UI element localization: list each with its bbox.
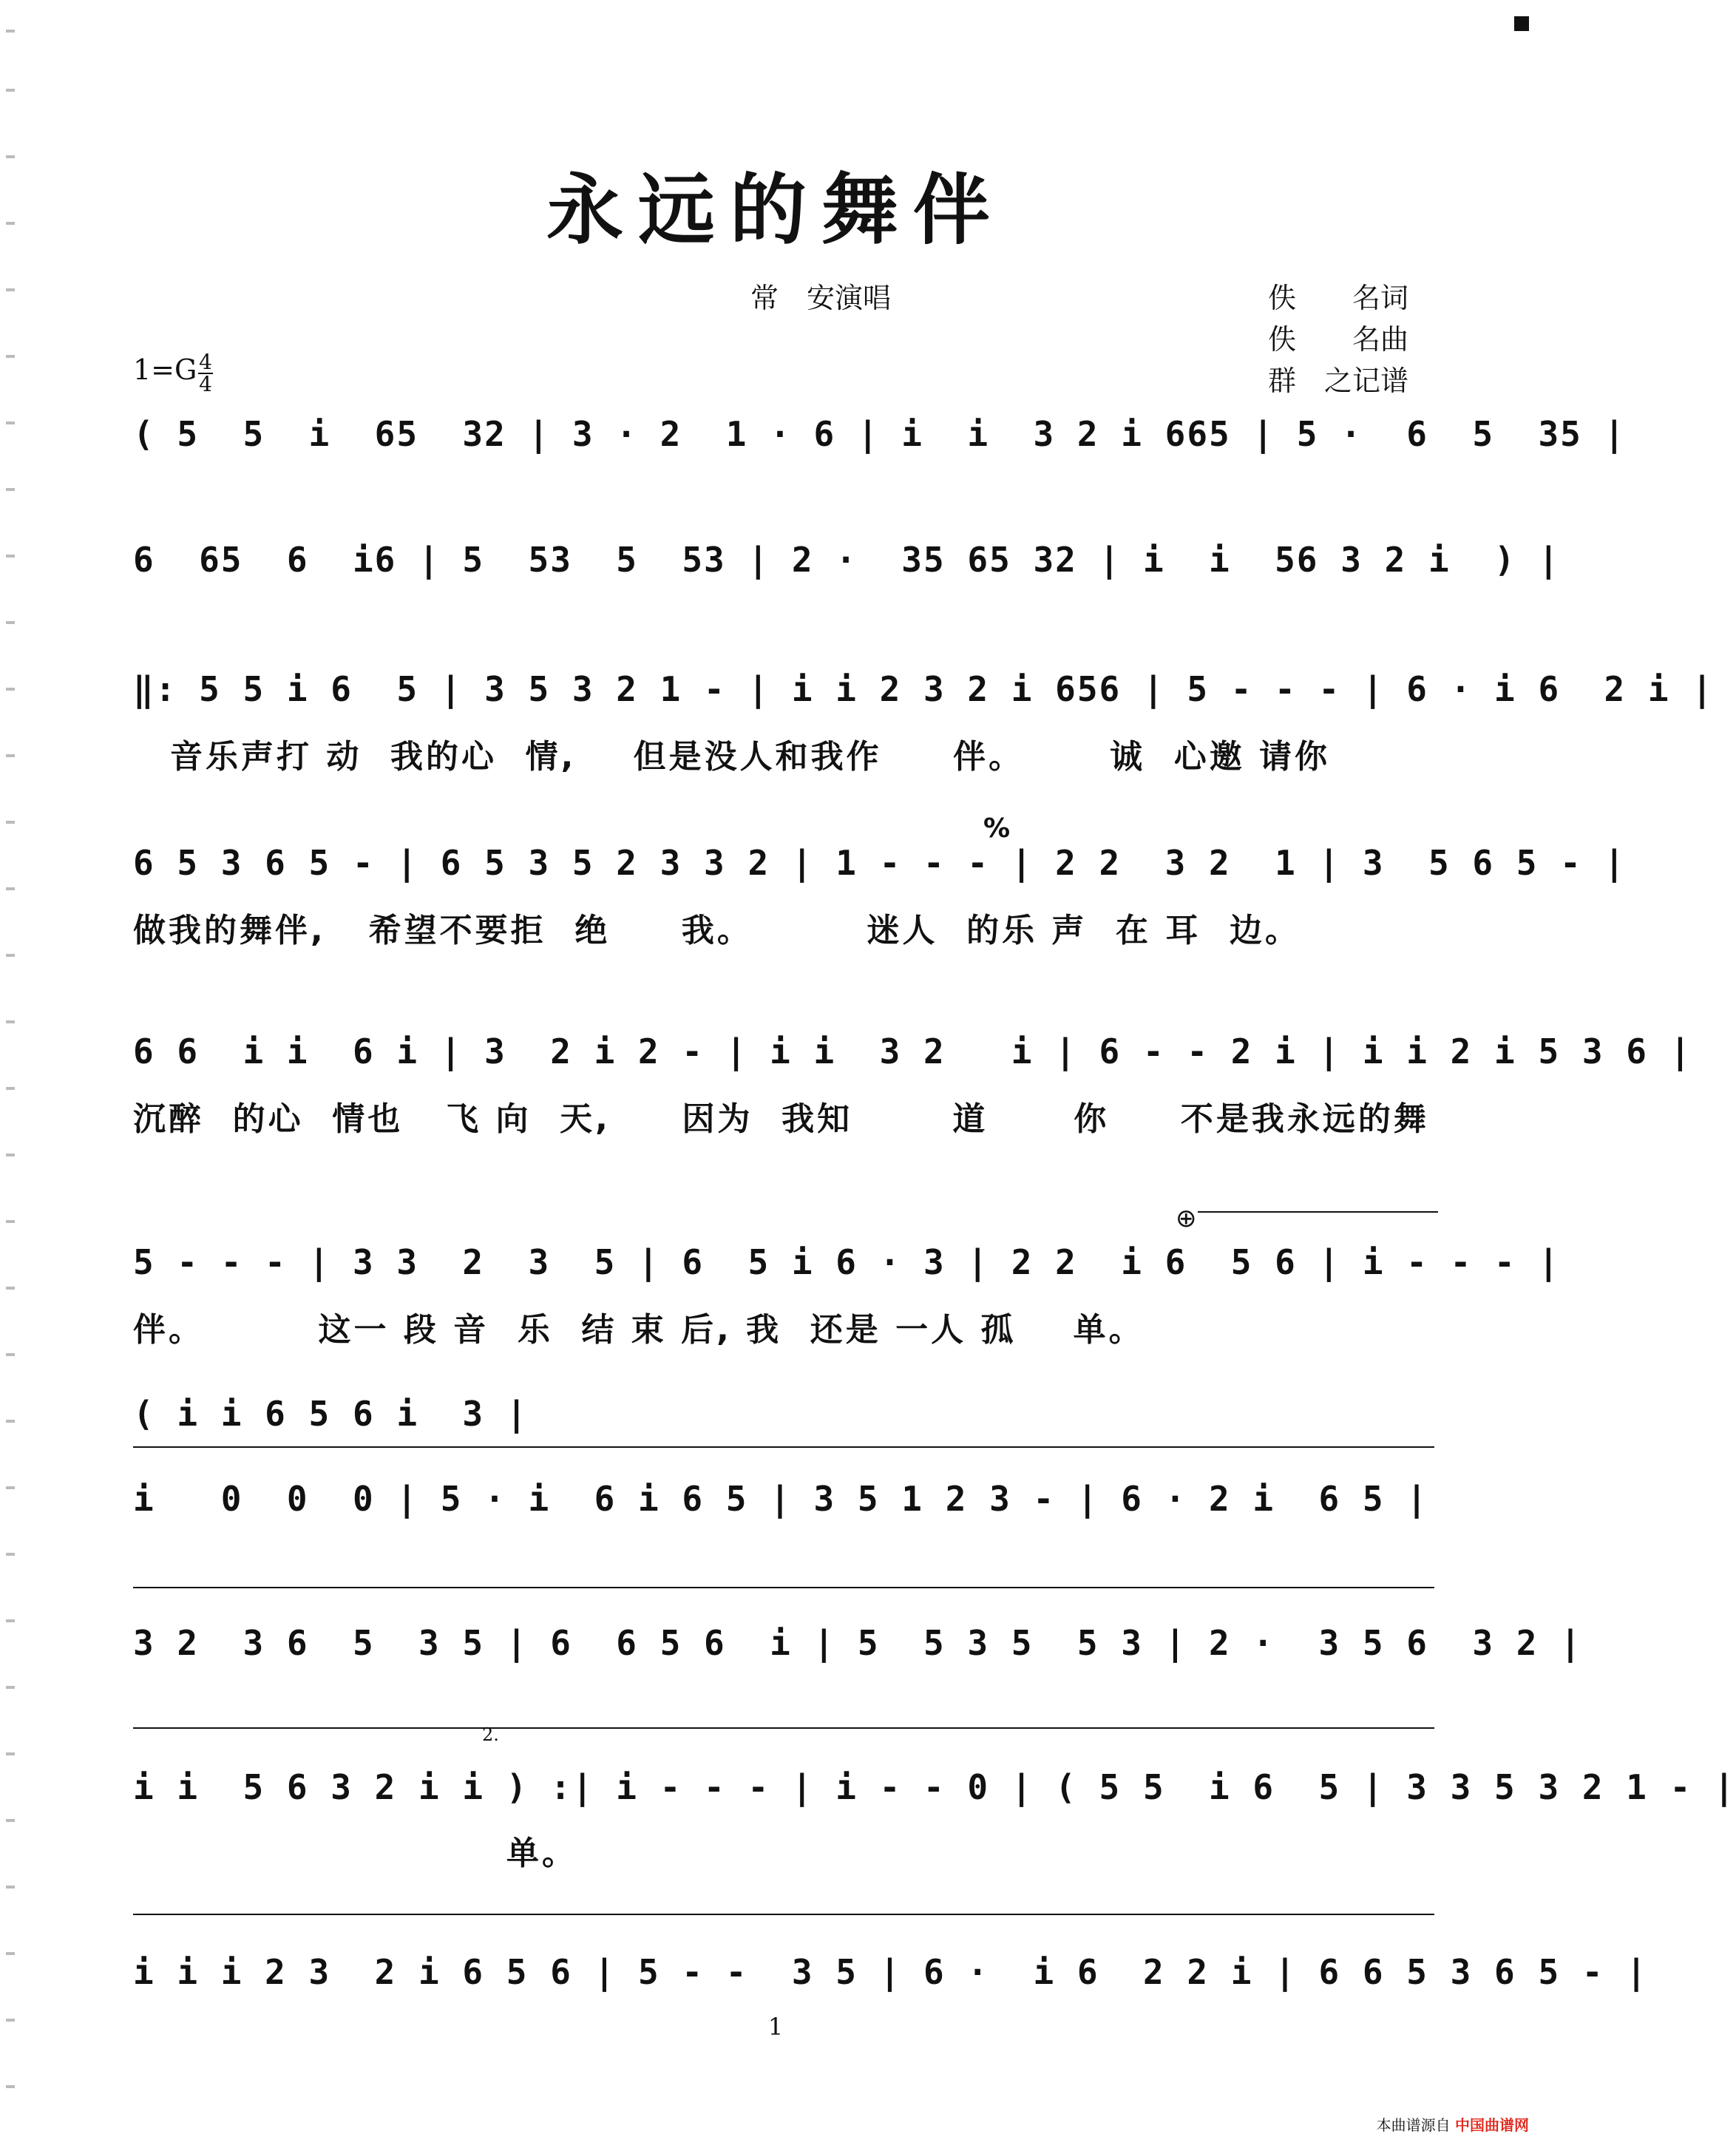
corner-mark: [1514, 16, 1529, 31]
score-line-2: [133, 540, 1561, 584]
time-signature-top: 4: [199, 350, 212, 374]
score-line-6: [133, 1242, 1561, 1349]
coda-mark: ⊕: [1176, 1204, 1197, 1233]
time-signature: [198, 352, 213, 395]
score-line-11: [133, 1952, 1648, 1996]
song-title: 永远的舞伴: [546, 165, 1005, 255]
score-line-9: [133, 1623, 1582, 1667]
footer-site: 中国曲谱网: [1455, 2116, 1529, 2134]
notes: ‖: 5 5 i 6 5 | 3 5 3 2 1 - | i i 2 3 2 i 656 | 5 - - - | 6 · i 6 2 i |: [133, 669, 1714, 709]
page-edge-marks: [0, 0, 22, 2151]
notes: 3 2 3 6 5 3 5 | 6 6 5 6 i | 5 5 3 5 5 3 | 2 · 3 5 6 3 2 |: [133, 1623, 1582, 1663]
score-line-5: [133, 1032, 1692, 1138]
divider-line-3: [133, 1727, 1434, 1729]
divider-line-4: [133, 1914, 1434, 1915]
lyrics: 单。: [506, 1835, 577, 1872]
singer-credit: 常 安演唱: [750, 282, 892, 314]
composer-credit: 佚 名曲: [1268, 323, 1409, 356]
lyrics: 做我的舞伴, 希望不要拒 绝 我。 迷人 的乐 声 在 耳 边。: [133, 912, 1301, 949]
score-line-10: [133, 1767, 1736, 1872]
lyrics: 伴。 这一 段 音 乐 结 束 后, 我 还是 一人 孤 单。: [133, 1311, 1145, 1349]
score-line-1: [133, 414, 1627, 458]
notes: i i i 2 3 2 i 6 5 6 | 5 - - 3 5 | 6 · i 6 2 2 i | 6 6 5 3 6 5 - |: [133, 1952, 1648, 1992]
divider-line-1: [133, 1446, 1434, 1448]
score-line-4: [133, 843, 1627, 949]
notes: 6 65 6 i6 | 5 53 5 53 | 2 · 35 65 32 | i i 56 3 2 i ) |: [133, 540, 1561, 580]
notes: 6 6 i i 6 i | 3 2 i 2 - | i i 3 2 i | 6 - - 2 i | i i 2 i 5 3 6 |: [133, 1032, 1692, 1071]
notes: ( 5 5 i 65 32 | 3 · 2 1 · 6 | i i 3 2 i 665 | 5 · 6 5 35 |: [133, 414, 1627, 454]
notes: ( i i 6 5 6 i 3 |: [133, 1394, 529, 1434]
lyrics: 音乐声打 动 我的心 情, 但是没人和我作 伴。 诚 心邀 请你: [170, 738, 1331, 776]
score-line-3: [133, 669, 1714, 776]
notes: 5 - - - | 3 3 2 3 5 | 6 5 i 6 · 3 | 2 2 i 6 5 6 | i - - - |: [133, 1242, 1561, 1282]
lyricist-credit: 佚 名词: [1268, 282, 1409, 314]
score-line-8: [133, 1479, 1434, 1523]
score-line-7: [133, 1394, 1434, 1438]
notes: i 0 0 0 | 5 · i 6 i 6 5 | 3 5 1 2 3 - | 6 · 2 i 6 5 |: [133, 1479, 1428, 1519]
footer-source: [1377, 2113, 1529, 2135]
volta-mark: 2.: [482, 1724, 499, 1745]
coda-rule: [1198, 1211, 1438, 1213]
segno-mark: %: [983, 813, 1011, 844]
divider-line-2: [133, 1587, 1434, 1588]
page-number: 1: [767, 2013, 784, 2041]
notation-credit: 群 之记谱: [1268, 365, 1409, 397]
notes: 6 5 3 6 5 - | 6 5 3 5 2 3 3 2 | 1 - - - | 2 2 3 2 1 | 3 5 6 5 - |: [133, 843, 1627, 883]
time-signature-bottom: 4: [199, 372, 212, 396]
key-signature: 1=G: [133, 353, 197, 386]
footer-prefix: 本曲谱源自: [1376, 2116, 1451, 2134]
notes: i i 5 6 3 2 i i ) :| i - - - | i - - 0 | ( 5 5 i 6 5 | 3 3 5 3 2 1 - |: [133, 1767, 1736, 1807]
lyrics: 沉醉 的心 情也 飞 向 天, 因为 我知 道 你 不是我永远的舞: [133, 1100, 1429, 1138]
